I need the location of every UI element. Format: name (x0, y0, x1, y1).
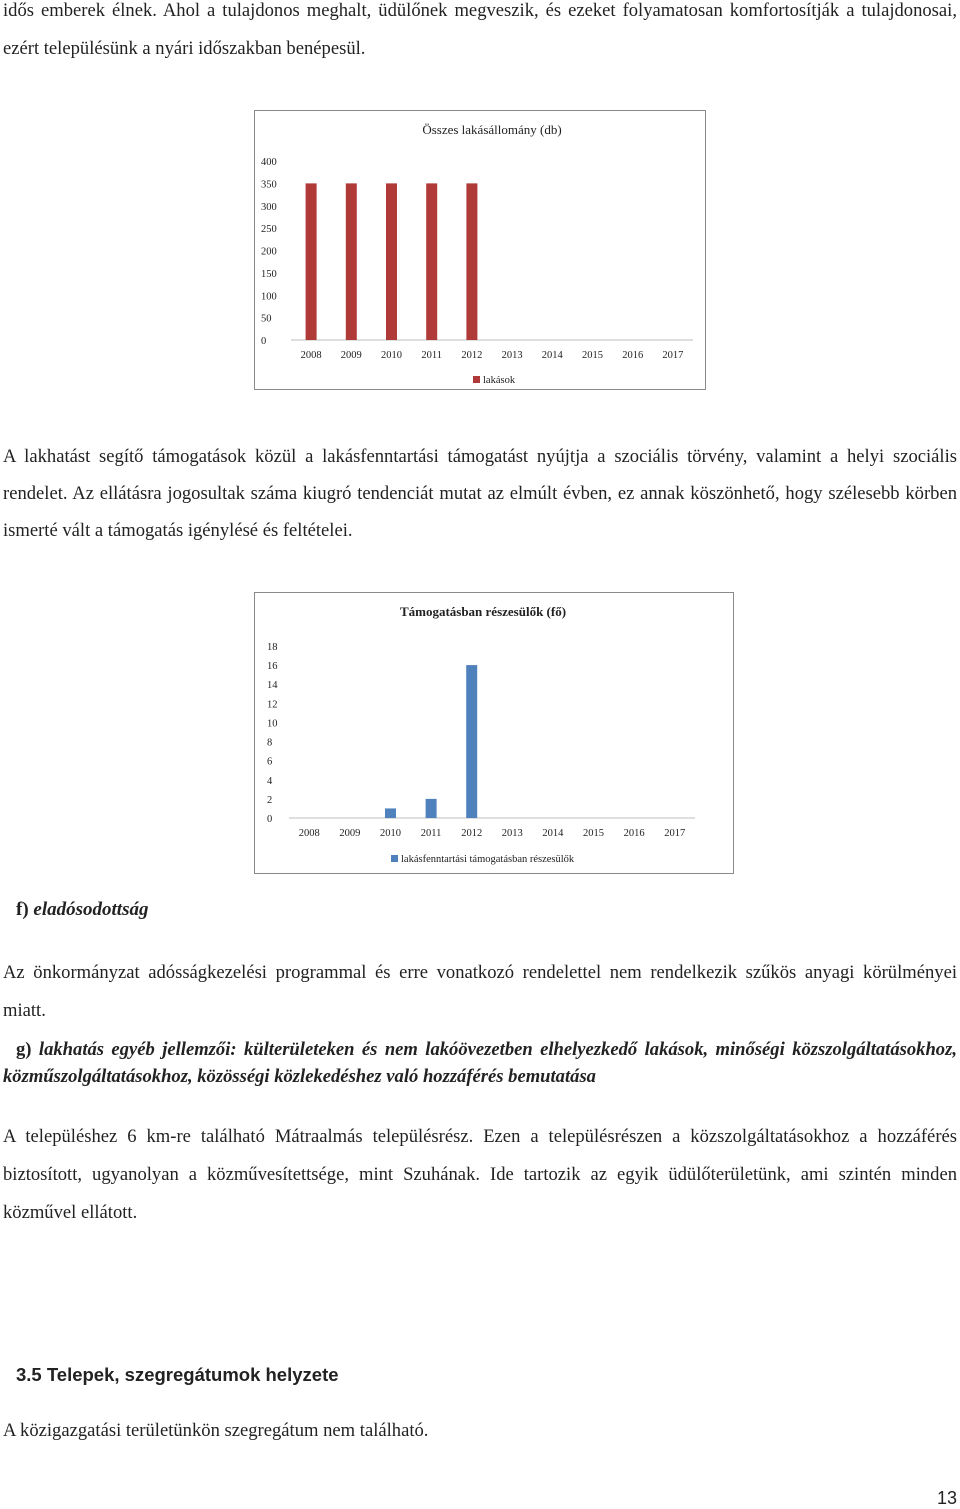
bar-2011 (426, 183, 437, 340)
heading-g-text: lakhatás egyéb jellemzői: külterületeken és nem lakóövezetben elhelyezkedő lakások, minőségi közszolgáltatásokhoz, közműszolgáltatásokhoz, közösségi közlekedéshez való hozzáférés bemutatása (3, 1039, 957, 1087)
y-tick-label: 0 (267, 814, 273, 825)
y-tick-label: 300 (261, 201, 277, 213)
bar-2008 (306, 183, 317, 340)
heading-g (3, 1036, 957, 1090)
x-tick-label: 2017 (664, 828, 686, 839)
y-tick-label: 4 (267, 775, 273, 787)
bar-2011 (426, 799, 437, 818)
heading-f-text: eladósodottság (33, 899, 149, 920)
x-tick-label: 2008 (298, 828, 320, 839)
bar-2012 (466, 665, 477, 818)
bar-2010 (385, 808, 396, 818)
x-tick-label: 2014 (542, 828, 564, 839)
y-tick-label: 12 (267, 699, 278, 711)
section-title: 3.5 Telepek, szegregátumok helyzete (16, 1364, 339, 1385)
legend-swatch (391, 855, 398, 862)
y-tick-label: 350 (261, 179, 277, 191)
x-tick-label: 2015 (582, 350, 603, 361)
y-tick-label: 18 (267, 642, 278, 653)
paragraph-matraalmas: A településhez 6 km-re található Mátraalmás településrész. Ezen a településrészen a közszolgáltatásokhoz a hozzáférés biztosított, ugyanolyan a közművesítettsége, mint Szuhának. Ide tartozik az egyik üdülőterületünk, ami szintén minden közművel ellátott. (3, 1126, 957, 1223)
y-tick-label: 16 (267, 661, 278, 673)
x-tick-label: 2013 (501, 828, 523, 839)
paragraph-debt: Az önkormányzat adósságkezelési programmal és erre vonatkozó rendelettel nem rendelkezik szűkös anyagi körülményei miatt. (3, 962, 957, 1021)
heading-g-label: g) (16, 1039, 32, 1060)
x-tick-label: 2016 (622, 350, 644, 361)
x-tick-label: 2011 (420, 828, 442, 839)
y-tick-label: 100 (261, 291, 277, 303)
paragraph-support: A lakhatást segítő támogatások közül a lakásfenntartási támogatást nyújtja a szociális törvény, valamint a helyi szociális rendelet. Az ellátásra jogosultak száma kiugró tendenciát mutat az elmúlt évben, ez annak köszönhető, hogy szélesebb körben ismerté vált a támogatás igénylésé és feltételei. (3, 446, 957, 541)
legend-label: lakásfenntartási támogatásban részesülők (401, 854, 575, 865)
y-tick-label: 6 (267, 756, 273, 768)
y-tick-label: 150 (261, 268, 277, 280)
chart-title: Összes lakásállomány (db) (422, 122, 562, 137)
x-tick-label: 2008 (300, 350, 322, 361)
chart-housing-stock (254, 110, 706, 390)
y-tick-label: 2 (267, 794, 273, 806)
legend-label: lakások (483, 375, 516, 386)
y-tick-label: 400 (261, 157, 277, 168)
bar-2010 (386, 183, 397, 340)
y-tick-label: 8 (267, 737, 273, 749)
chart-support-recipients (254, 592, 734, 874)
x-tick-label: 2015 (583, 828, 604, 839)
x-tick-label: 2016 (623, 828, 645, 839)
x-tick-label: 2010 (380, 828, 401, 839)
heading-f-label: f) (16, 899, 29, 920)
x-tick-label: 2012 (461, 350, 483, 361)
chart-title: Támogatásban részesülők (fő) (399, 604, 567, 619)
page-number: 13 (936, 1488, 957, 1508)
heading-f (16, 899, 148, 921)
x-tick-label: 2013 (501, 350, 523, 361)
bar-2009 (346, 183, 357, 340)
chart-support-recipients-svg (255, 593, 733, 873)
x-tick-label: 2009 (340, 350, 362, 361)
y-tick-label: 0 (261, 336, 267, 347)
bar-2012 (466, 183, 477, 340)
y-tick-label: 14 (267, 680, 278, 692)
y-tick-label: 250 (261, 224, 277, 236)
x-tick-label: 2012 (461, 828, 483, 839)
x-tick-label: 2011 (421, 350, 443, 361)
x-tick-label: 2010 (381, 350, 402, 361)
x-tick-label: 2009 (339, 828, 361, 839)
chart-housing-stock-svg (255, 111, 705, 389)
legend-swatch (473, 376, 480, 383)
x-tick-label: 2017 (662, 350, 684, 361)
paragraph-segregate: A közigazgatási területünkön szegregátum nem található. (3, 1420, 429, 1441)
paragraph-top: idős emberek élnek. Ahol a tulajdonos meghalt, üdülőnek megveszik, és ezeket folyamatosan komfortosítják a tulajdonosai, ezért településünk a nyári időszakban benépesül. (3, 0, 957, 59)
y-tick-label: 10 (267, 718, 278, 730)
x-tick-label: 2014 (541, 350, 563, 361)
y-tick-label: 50 (261, 313, 272, 325)
y-tick-label: 200 (261, 246, 277, 258)
